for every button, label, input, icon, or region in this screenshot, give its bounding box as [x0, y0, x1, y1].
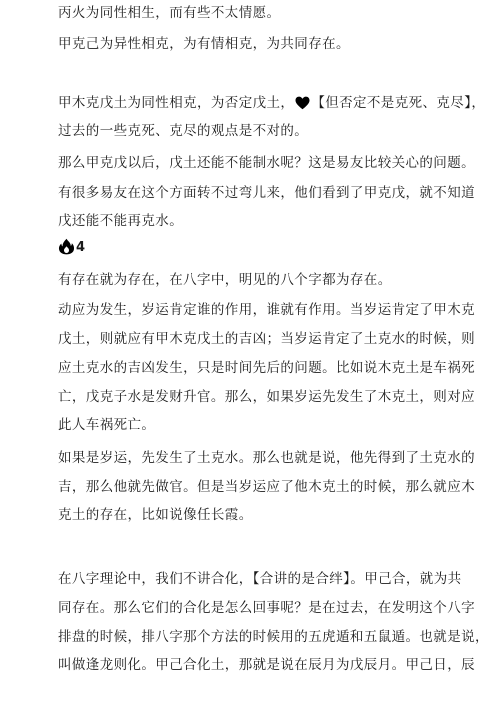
bracket-note: 【但否定不是克死、克尽】， [311, 95, 486, 111]
text-span: 。甲己合，就为共 [350, 571, 462, 587]
text-line: 如果是岁运，先发生了土克水。那么也就是说，他先得到了土克水的 [58, 450, 475, 466]
text-line: 同存在。那么它们的合化是怎么回事呢？是在过去，在发明这个八字 [58, 600, 475, 616]
text-line: 排盘的时候，排八字那个方法的时候用的五虎遁和五鼠遁。也就是说， [58, 629, 489, 645]
text-line: 戊土，则就应有甲木克戊土的吉凶；当岁运肯定了土克水的时候，则 [58, 331, 475, 347]
text-span: 甲木克戊土为同性相克，为否定戊土， [58, 95, 295, 111]
text-line: 应土克水的吉凶发生，只是时间先后的问题。比如说木克土是车祸死 [58, 360, 475, 376]
text-line: 戊还能不能再克水。 [58, 213, 184, 229]
text-line: 克土的存在，比如说像任长霞。 [58, 507, 253, 523]
text-line: 亡，戊克子水是发财升官。那么，如果岁运先发生了木克土，则对应 [58, 389, 475, 405]
text-line [58, 569, 468, 589]
text-line: 丙火为同性相生，而有些不太情愿。 [58, 5, 281, 21]
text-line [58, 93, 486, 116]
text-line: 那么甲克戊以后，戊土还能不能制水呢？这是易友比较关心的问题。 [58, 155, 475, 171]
text-line: 过去的一些克死、克尽的观点是不对的。 [58, 123, 309, 139]
flame-icon [58, 238, 75, 259]
bracket-note: 【合讲的是合绊】 [252, 571, 351, 587]
text-span: 在八字理论中，我们不讲合化， [58, 571, 253, 587]
text-line: 有存在就为存在，在八字中，明见的八个字都为存在。 [58, 272, 392, 288]
text-line: 动应为发生，岁运肯定谁的作用，谁就有作用。当岁运肯定了甲木克 [58, 302, 475, 318]
section-number: 4 [76, 240, 86, 255]
text-line: 吉，那么他就先做官。但是当岁运应了他木克土的时候，那么就应木 [58, 479, 475, 495]
heart-icon [295, 96, 310, 116]
text-line: 此人车祸死亡。 [58, 417, 156, 433]
text-line: 有很多易友在这个方面转不过弯儿来，他们看到了甲克戊，就不知道 [58, 185, 475, 201]
text-line: 甲克己为异性相克，为有情相克，为共同存在。 [58, 36, 350, 52]
text-line: 叫做逢龙则化。甲己合化土，那就是说在辰月为戊辰月。甲己日，辰 [58, 657, 475, 673]
